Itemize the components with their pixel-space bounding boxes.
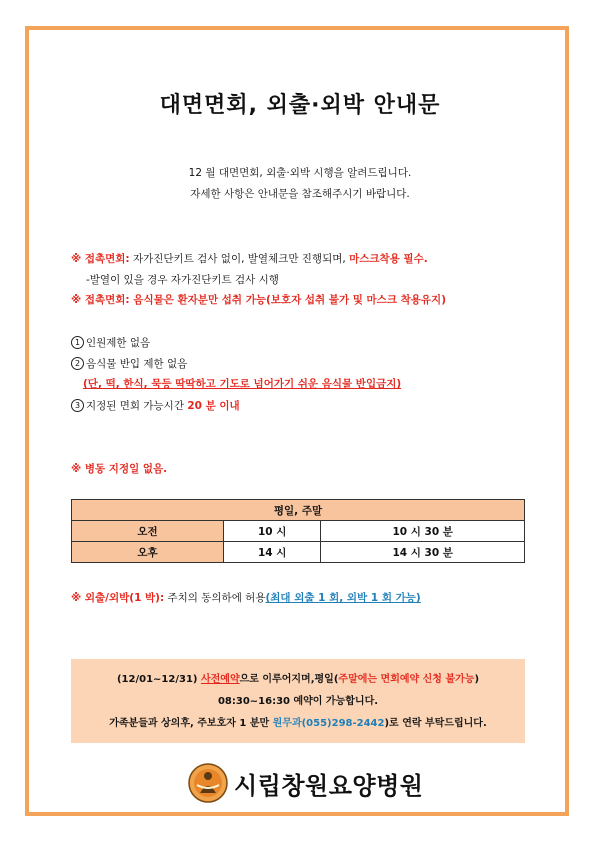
notice-dates: (12/01~12/31) [116,674,201,685]
circled-number: 3 [71,399,84,412]
notice-text-end: ) [474,674,480,685]
intro-line-1: 12 월 대면면회, 외출·외박 시행을 알려드립니다. [188,167,412,179]
table-row [72,542,525,563]
contact-visit-note-1 [71,251,428,266]
notice-weekend: 주말에는 면회예약 신청 불가능 [338,674,475,685]
item-2 [71,356,187,371]
notice-reservation: 사전예약 [200,674,240,685]
note-food-text: 음식물은 환자분만 섭취 가능(보호자 섭취 불가 및 마스크 착용유지) [129,294,446,306]
item-text: 지정된 면회 가능시간 [86,400,188,412]
row-label: 오후 [72,542,224,563]
notice-line-3 [71,714,525,729]
hospital-emblem-icon [188,763,228,803]
contact-visit-note-2 [71,292,446,307]
table-header: 평일, 주말 [72,500,525,521]
item-3 [71,398,240,413]
page-title: 대면면회, 외출·외박 안내문 [159,93,441,118]
visit-duration: 20 분 이내 [187,400,240,412]
end-time: 10 시 30 분 [321,521,525,542]
item-text: 인원제한 없음 [86,337,151,349]
ward-note: ※ 병동 지정일 없음. [71,463,168,475]
start-time: 14 시 [224,542,321,563]
note-mask-required: 마스크착용 필수. [349,253,428,265]
visit-schedule-table [71,499,525,563]
food-restriction-note: (단, 떡, 한식, 묵등 딱딱하고 기도로 넘어가기 쉬운 음식물 반입금지) [83,378,402,390]
notice-line-1 [71,670,525,685]
end-time: 14 시 30 분 [321,542,525,563]
note-text: 자가진단키트 검사 없이, 발열체크만 진행되며, [129,253,350,265]
notice-contact-end: )로 연락 부탁드립니다. [384,718,487,729]
notice-phone: 원무과(055)298-2442 [272,718,385,729]
circled-number: 1 [71,336,84,349]
notice-line-2: 08:30~16:30 예약이 가능합니다. [217,696,379,707]
outing-note [71,590,421,605]
row-label: 오전 [72,521,224,542]
table-row [72,521,525,542]
item-text: 음식물 반입 제한 없음 [86,358,188,370]
circled-number: 2 [71,357,84,370]
note-prefix: ※ 접촉면회: [71,253,130,265]
note-prefix: ※ 접촉면회: [71,294,130,306]
table-header-row [72,500,525,521]
item-1 [71,335,150,350]
reservation-notice [71,659,525,743]
notice-text: 으로 이루어지며,평일( [239,674,339,685]
notice-contact-text: 가족분들과 상의후, 주보호자 1 분만 [109,718,273,729]
hospital-name: 시립창원요양병원 [234,771,424,800]
outing-text: 주치의 동의하에 허용 [164,592,266,604]
outing-prefix: ※ 외출/외박(1 박): [71,592,165,604]
intro-line-2: 자세한 사항은 안내문을 참조해주시기 바랍니다. [190,188,410,200]
outing-limit: (최대 외출 1 회, 외박 1 회 가능) [265,592,421,604]
fever-check-note: -발열이 있을 경우 자가진단키트 검사 시행 [86,274,279,286]
hospital-logo [188,763,423,803]
start-time: 10 시 [224,521,321,542]
